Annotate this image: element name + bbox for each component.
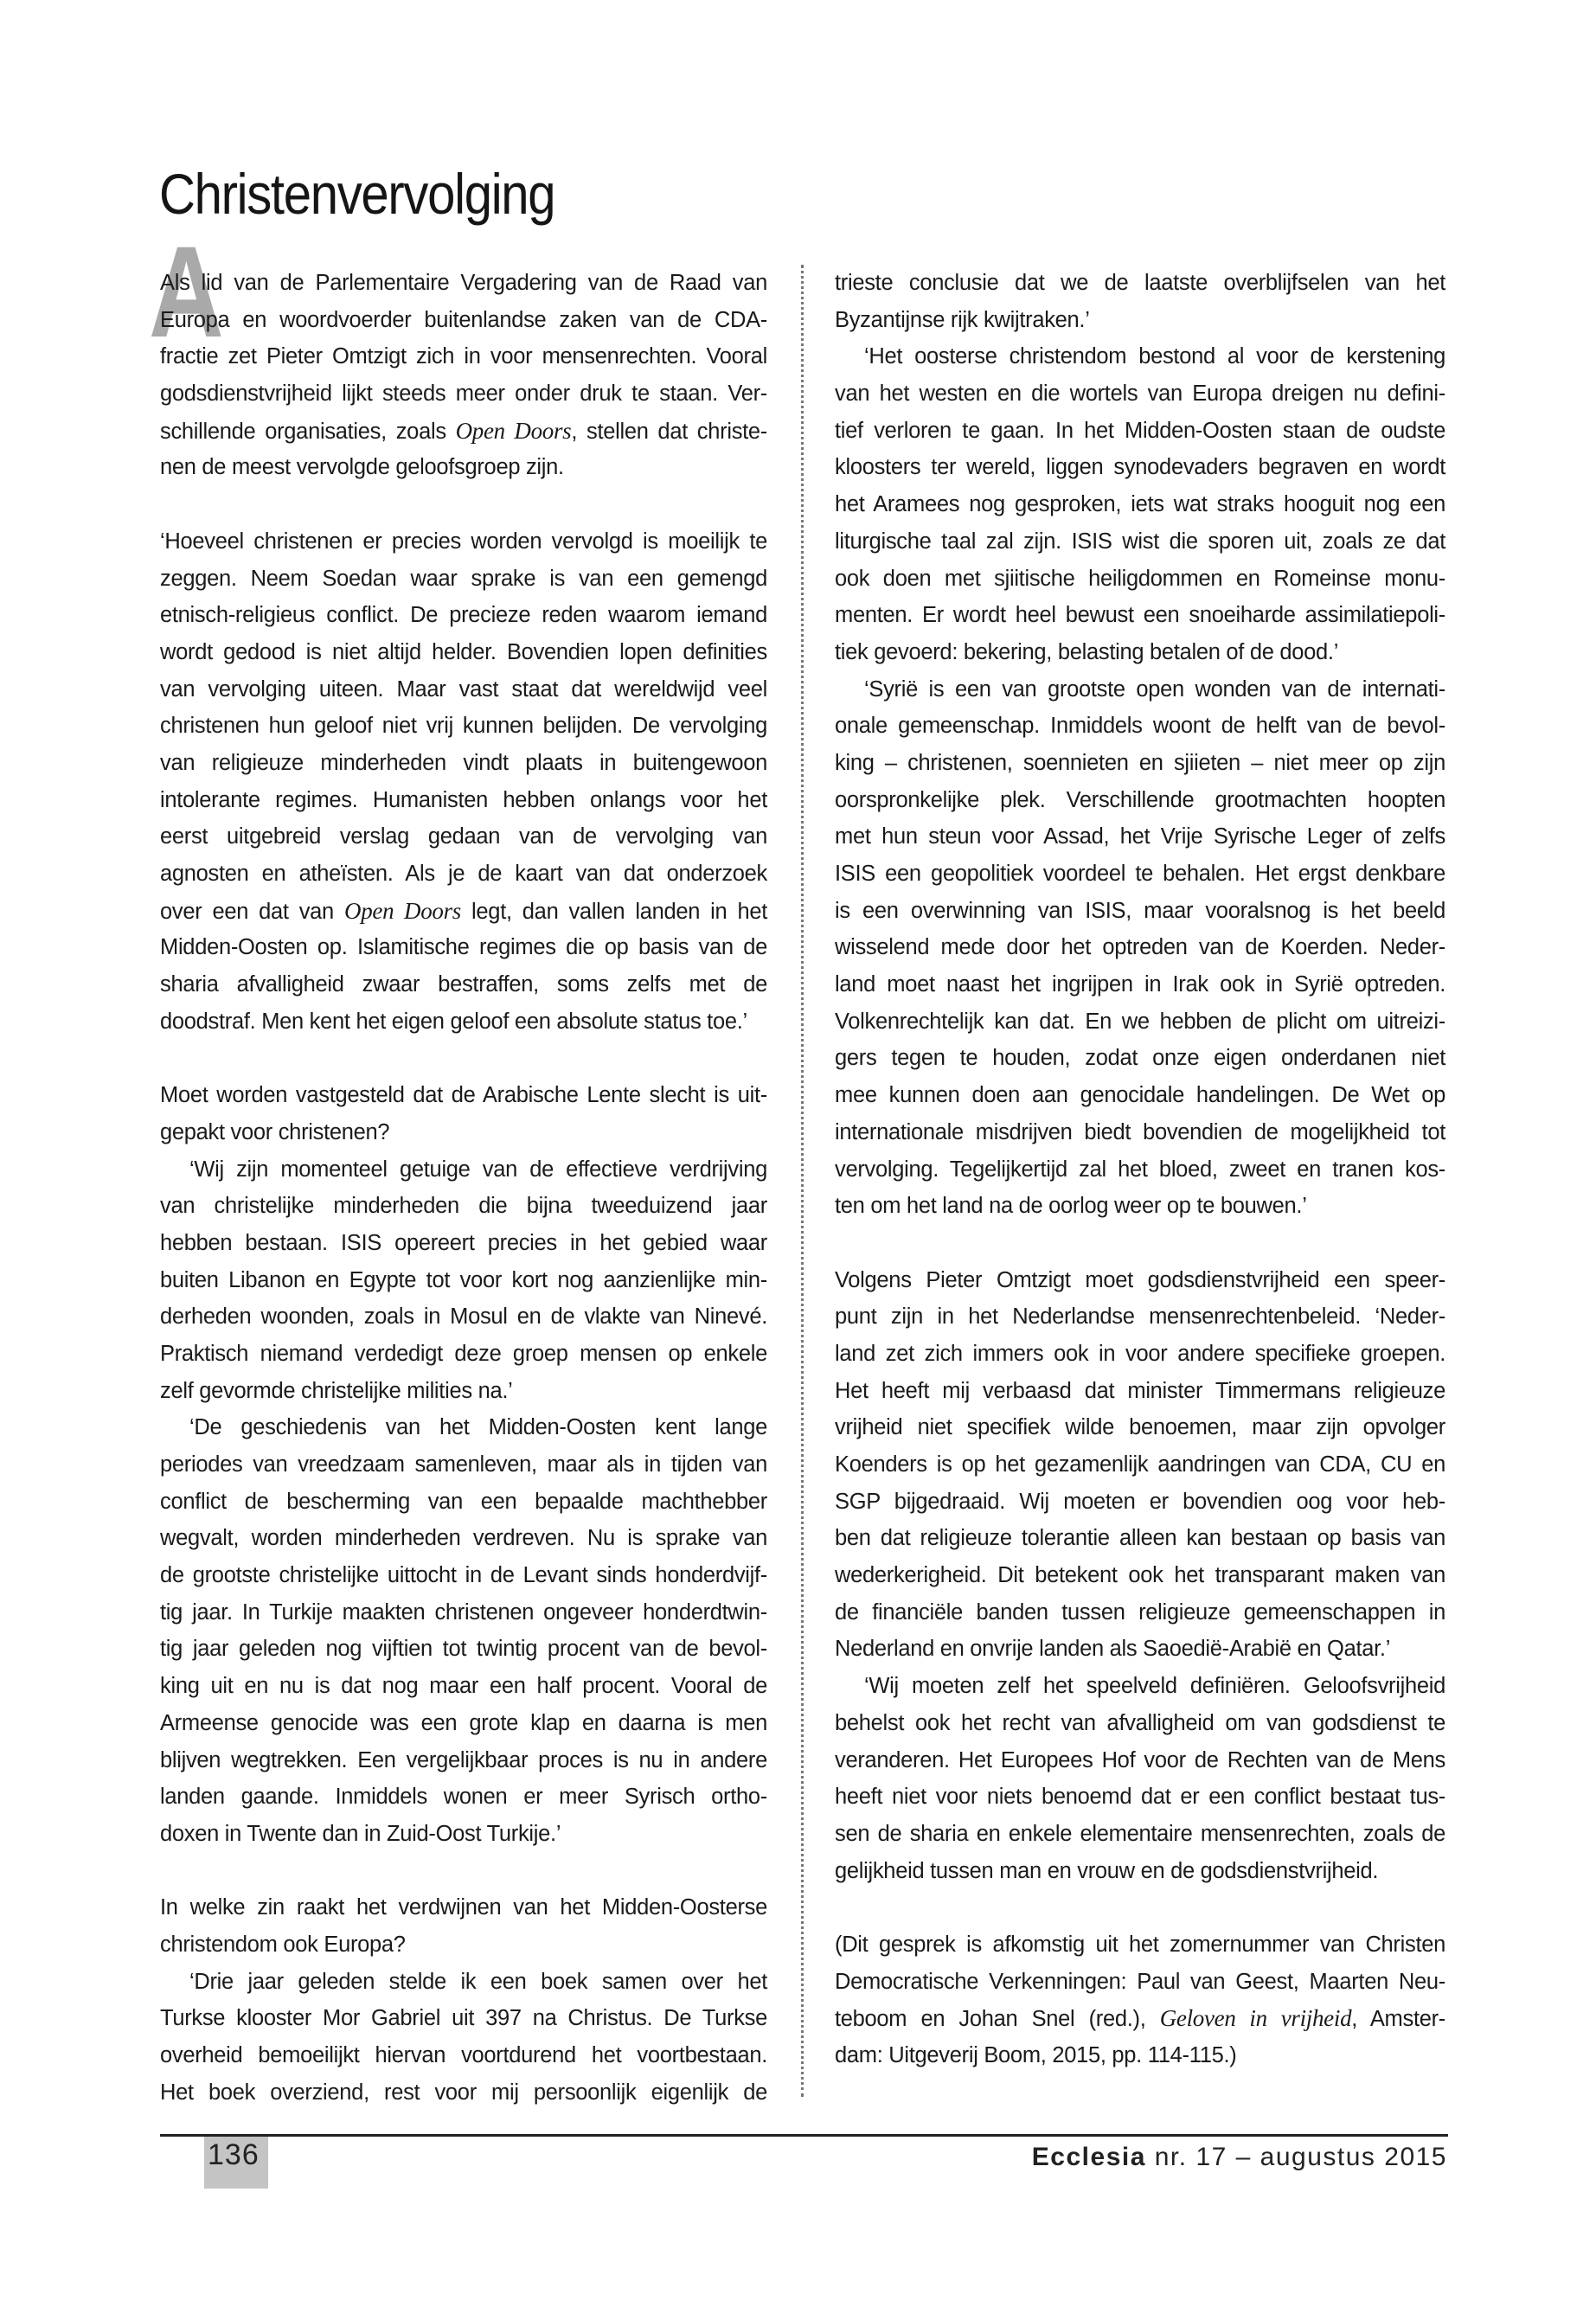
text-line: land zet zich immers ook in voor andere specifieke groepen. [835,1341,1445,1366]
text-line: ben dat religieuze tolerantie alleen kan bestaan op basis van [835,1526,1445,1551]
paragraph [160,523,767,1041]
text-line: tig jaar geleden nog vijftien tot twintig procent van de bevol- [160,1637,767,1662]
text-line: Koenders is op het gezamenlijk aandringen van CDA, CU en [835,1452,1445,1477]
left-column [160,265,767,2111]
paragraph [160,1964,767,2112]
text-line: mee kunnen doen aan genocidale handelingen. De Wet op [835,1083,1445,1108]
journal-issue: nr. 17 – augustus 2015 [1154,2143,1447,2171]
text-line: sen de sharia en enkele elementaire mensenrechten, zoals de [835,1821,1445,1846]
text-line: ISIS een geopolitiek voordeel te behalen. Het ergst denkbare [835,862,1445,886]
paragraph [835,338,1445,670]
text-line: van vervolging uiteen. Maar vast staat dat wereldwijd veel [160,676,767,702]
text-line: Volgens Pieter Omtzigt moet godsdienstvrijheid een speer- [835,1267,1445,1292]
text-line: ‘Hoeveel christenen er precies worden vervolgd is moeilijk te [160,529,767,554]
text-line: king – christenen, soennieten en sjiieten – niet meer op zijn [835,750,1445,775]
text-line: het Aramees nog gesproken, iets wat straks hooguit nog een [835,492,1445,517]
text-line: trieste conclusie dat we de laatste overblijfselen van het [835,271,1445,295]
text-line: teboom en Johan Snel (red.), Geloven in vrijheid, Amster- [835,2005,1446,2032]
text-line: christendom ook Europa? [160,1932,406,1957]
text-line: ‘Wij moeten zelf het speelveld definiëren. Geloofsvrijheid [864,1674,1445,1699]
paragraph [835,1926,1445,2074]
text-line: met hun steun voor Assad, het Vrije Syrische Leger of zelfs [835,824,1445,849]
text-line: schillende organisaties, zoals Open Doors, stellen dat christe- [160,417,768,444]
text-line: Europa en woordvoerder buitenlandse zaken van de CDA- [160,307,767,332]
paragraph [835,1262,1445,1669]
text-line: ‘De geschiedenis van het Midden-Oosten kent lange [189,1415,767,1440]
text-line: blijven wegtrekken. Een vergelijkbaar proces is nu in andere [160,1747,767,1772]
text-line: Het boek overziend, rest voor mij persoonlijk eigenlijk de [160,2080,767,2105]
text-line: van het westen en die wortels van Europa dreigen nu defini- [835,381,1445,407]
journal-name: Ecclesia [1031,2143,1146,2171]
text-line: behelst ook het recht van afvalligheid om van godsdienst te [835,1710,1445,1735]
text-line: menten. Er wordt heel bewust een snoeiharde assimilatiepoli- [835,603,1445,628]
text-line: wordt gedood is niet altijd helder. Bovendien lopen definities [160,639,767,664]
text-line: wederkerigheid. Dit betekent ook het transparant maken van [835,1563,1445,1588]
text-line: Het heeft mij verbaasd dat minister Timmermans religieuze [835,1378,1445,1403]
text-line: de grootste christelijke uittocht in de Levant sinds honderdvijf- [160,1563,767,1588]
text-line: vrijheid niet specifiek wilde benoemen, maar zijn opvolger [835,1415,1445,1440]
text-line: wegvalt, worden minderheden verdreven. Nu is sprake van [160,1526,767,1551]
column-divider [801,265,804,2097]
italic-title: Open Doors [344,897,462,924]
text-line: Moet worden vastgesteld dat de Arabische Lente slecht is uit- [160,1083,767,1108]
text-line: SGP bijgedraaid. Wij moeten er bovendien oog voor heb- [835,1489,1445,1514]
text-line: eerst uitgebreid verslag gedaan van de vervolging van [160,824,767,849]
paragraph [160,1151,767,1410]
text-line: gelijkheid tussen man en vrouw en de godsdienstvrijheid. [835,1858,1379,1883]
text-line: Midden-Oosten op. Islamitische regimes die op basis van de [160,935,767,960]
text-line: ten om het land na de oorlog weer op te bouwen.’ [835,1194,1307,1219]
text-line: Volkenrechtelijk kan dat. En we hebben de plicht om uitreizi- [835,1009,1445,1034]
footer-rule [160,2134,1448,2137]
text-line: veranderen. Het Europees Hof voor de Rechten van de Mens [835,1747,1445,1772]
text-line: Praktisch niemand verdedigt deze groep mensen op enkele [160,1341,767,1366]
text-line: (Dit gesprek is afkomstig uit het zomernummer van Christen [835,1932,1445,1957]
text-line: van religieuze minderheden vindt plaats in buitengewoon [160,750,767,775]
text-line: is een overwinning van ISIS, maar vooralsnog is het beeld [835,898,1445,923]
text-line: agnosten en atheïsten. Als je de kaart van dat onderzoek [160,862,767,886]
text-line: oorspronkelijke plek. Verschillende grootmachten hoopten [835,787,1445,812]
footer-journal-info [1032,2143,1447,2172]
text-line: Byzantijnse rijk kwijtraken.’ [835,307,1090,332]
text-line: gers tegen te houden, zodat onze eigen onderdanen niet [835,1046,1445,1071]
text-line: van christelijke minderheden die bijna tweeduizend jaar [160,1194,767,1219]
text-line: dam: Uitgeverij Boom, 2015, pp. 114-115.) [835,2043,1237,2067]
article-title: Christenvervolging [159,162,555,226]
text-line: intolerante regimes. Humanisten hebben onlangs voor het [160,787,767,812]
text-line: ‘Syrië is een van grootste open wonden van de internati- [864,676,1445,702]
text-line: zelf gevormde christelijke milities na.’ [160,1378,513,1403]
text-line: wisselend mede door het optreden van de Koerden. Neder- [835,935,1445,960]
page-number: 136 [208,2138,260,2171]
text-line: punt zijn in het Nederlandse mensenrechtenbeleid. ‘Neder- [835,1304,1445,1330]
text-line: land moet naast het ingrijpen in Irak ook in Syrië optreden. [835,972,1445,997]
text-line: gepakt voor christenen? [160,1119,390,1144]
text-line: buiten Libanon en Egypte tot voor kort nog aanzienlijke min- [160,1267,767,1292]
paragraph [160,1889,767,1963]
text-line: tig jaar. In Turkije maakten christenen ongeveer honderdtwin- [160,1599,767,1625]
text-line: liturgische taal zal zijn. ISIS wist die sporen uit, zoals ze dat [835,529,1445,554]
text-line: tief verloren te gaan. In het Midden-Oosten staan de oudste [835,418,1445,443]
text-line: hebben bestaan. ISIS opereert precies in het gebied waar [160,1230,767,1255]
text-line: tiek gevoerd: bekering, belasting betalen of de dood.’ [835,639,1339,664]
paragraph [835,1668,1445,1889]
text-line: Turkse klooster Mor Gabriel uit 397 na Christus. De Turkse [160,2006,767,2031]
text-line: over een dat van Open Doors legt, dan vallen landen in het [160,897,768,924]
paragraph [835,265,1445,338]
text-line: ‘Het oosterse christendom bestond al voor de kerstening [864,344,1445,369]
text-line: christenen hun geloof niet vrij kunnen belijden. De vervolging [160,714,767,739]
text-line: fractie zet Pieter Omtzigt zich in voor mensenrechten. Vooral [160,344,767,369]
text-line: In welke zin raakt het verdwijnen van het Midden-Oosterse [160,1895,767,1920]
text-line: ‘Drie jaar geleden stelde ik een boek samen over het [189,1969,767,1994]
text-line: Nederland en onvrije landen als Saoedië-Arabië en Qatar.’ [835,1637,1391,1662]
text-line: kloosters ter wereld, liggen synodevaders begraven en wordt [835,455,1445,480]
text-line: sharia afvalligheid zwaar bestraffen, soms zelfs met de [160,972,767,997]
text-line: Armeense genocide was een grote klap en daarna is men [160,1710,767,1735]
text-line: landen gaande. Inmiddels wonen er meer Syrisch ortho- [160,1785,767,1810]
text-line: ook doen met sjiitische heiligdommen en Romeinse monu- [835,566,1445,591]
text-line: conflict de bescherming van een bepaalde machthebber [160,1489,767,1514]
text-line: nen de meest vervolgde geloofsgroep zijn. [160,455,564,480]
text-line: doodstraf. Men kent het eigen geloof een absolute status toe.’ [160,1009,747,1034]
text-line: ‘Wij zijn momenteel getuige van de effectieve verdrijving [189,1157,767,1182]
text-line: onale gemeenschap. Inmiddels woont de helft van de bevol- [835,714,1445,739]
paragraph [835,671,1445,1225]
text-line: zeggen. Neem Soedan waar sprake is van een gemengd [160,566,767,591]
text-line: king uit en nu is dat nog maar een half procent. Vooral de [160,1674,767,1699]
text-line: de financiële banden tussen religieuze gemeenschappen in [835,1599,1445,1625]
text-line: Democratische Verkenningen: Paul van Geest, Maarten Neu- [835,1969,1445,1994]
paragraph [160,1409,767,1852]
text-line: vervolging. Tegelijkertijd zal het bloed, zweet en tranen kos- [835,1157,1445,1182]
paragraph [160,265,767,486]
text-line: godsdienstvrijheid lijkt steeds meer onder druk te staan. Ver- [160,381,767,407]
text-line: doxen in Twente dan in Zuid-Oost Turkije.’ [160,1821,561,1846]
italic-title: Geloven in vrijheid [1159,2005,1352,2032]
paragraph [160,1077,767,1150]
text-line: etnisch-religieus conflict. De precieze reden waarom iemand [160,603,767,628]
text-line: derheden woonden, zoals in Mosul en de vlakte van Ninevé. [160,1304,767,1330]
drop-cap: A [149,219,224,364]
italic-title: Open Doors [455,417,572,444]
text-line: periodes van vreedzaam samenleven, maar als in tijden van [160,1452,767,1477]
right-column [835,265,1445,2074]
text-line: Als lid van de Parlementaire Vergadering van de Raad van [160,271,767,295]
text-line: heeft niet voor niets benoemd dat er een conflict bestaat tus- [835,1785,1445,1810]
text-line: internationale misdrijven biedt bovendien de mogelijkheid tot [835,1119,1445,1144]
text-line: overheid bemoeilijkt hiervan voortdurend het voortbestaan. [160,2043,767,2067]
